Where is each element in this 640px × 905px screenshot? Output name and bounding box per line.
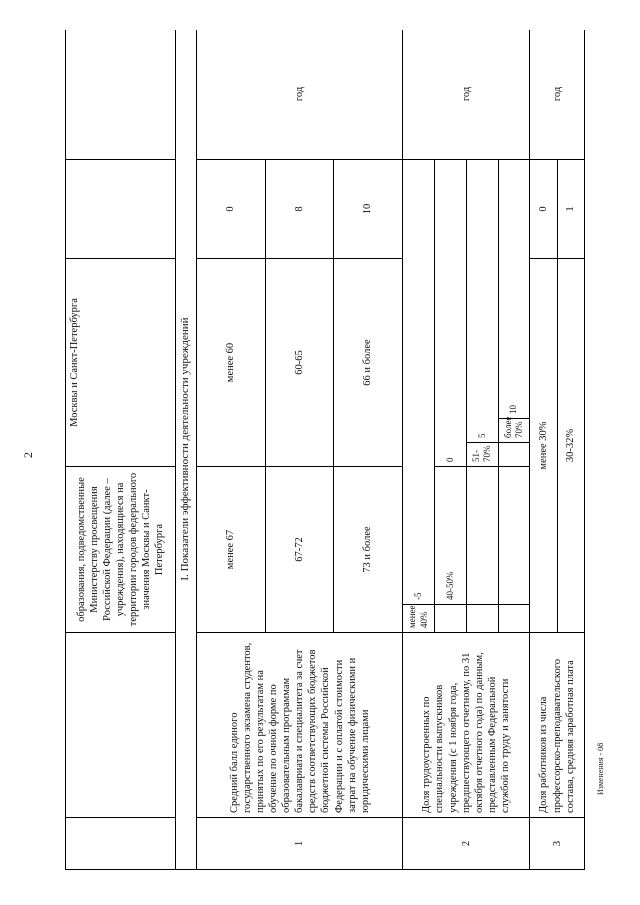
row-range: менее 30% xyxy=(530,259,557,633)
row-score: 1 xyxy=(557,160,584,259)
row-col1-value: 73 и более xyxy=(333,467,402,633)
row-col1-value: 67-72 xyxy=(265,467,333,633)
rotated-page xyxy=(65,30,585,870)
row-period: год xyxy=(530,30,585,160)
row-empty-cell xyxy=(466,605,498,633)
row-range: менее 40% xyxy=(403,605,435,633)
row-period: год xyxy=(197,30,403,160)
row-indicator: Средний балл единого государственного экзамена студентов, принятых по его результатам на обучение по очной форме по образовательным программам бакалавриата и специалитета за счет средств соответствующих бюджетов бюджетной системы Российской Федерации и с оплатой стоимости затрат на обучение физическими и юридическими лицами xyxy=(197,633,403,818)
row-score: 0 xyxy=(434,160,466,467)
header-num-cell xyxy=(66,818,176,870)
row-indicator: Доля работников из числа профессорско-преподавательского состава, средняя заработная плата xyxy=(530,633,585,818)
header-row xyxy=(66,30,176,870)
document-stage xyxy=(65,30,585,870)
row-score: 10 xyxy=(498,160,530,419)
row-empty-cell xyxy=(434,605,466,633)
row-score: -5 xyxy=(403,160,435,605)
header-col1: образования, подведомственные Министерству просвещения Российской Федерации (далее – учреждения), находящиеся на территории городов федерального значения Москвы и Санкт-Петербурга xyxy=(66,467,176,633)
row-col2-value: 60-65 xyxy=(265,259,333,467)
row-col2-value: 66 и более xyxy=(333,259,402,467)
indicators-table xyxy=(65,30,585,870)
section-row xyxy=(176,30,197,870)
header-score-cell xyxy=(66,160,176,259)
table-row xyxy=(197,30,265,870)
section-title: I. Показатели эффективности деятельности учреждений xyxy=(176,30,197,870)
row-range: 30-32% xyxy=(557,259,584,633)
row-number: 2 xyxy=(403,818,530,870)
row-range: более 70% xyxy=(498,419,530,443)
row-empty-cell xyxy=(498,443,530,467)
header-period-cell xyxy=(66,30,176,160)
header-col2: Москвы и Санкт-Петербурга xyxy=(66,259,176,467)
row-period: год xyxy=(403,30,530,160)
row-col1-value: менее 67 xyxy=(197,467,265,633)
row-score: 5 xyxy=(466,160,498,443)
row-number: 1 xyxy=(197,818,403,870)
page-number: 2 xyxy=(21,452,35,458)
table-row xyxy=(530,30,557,870)
row-empty-cell xyxy=(498,605,530,633)
footer-note: Изменения - 08 xyxy=(596,742,605,795)
row-range: 51-70% xyxy=(466,443,498,467)
row-empty-cell xyxy=(466,467,498,605)
row-range: 40-50% xyxy=(434,467,466,605)
row-number: 3 xyxy=(530,818,585,870)
row-col2-value: менее 60 xyxy=(197,259,265,467)
row-indicator: Доля трудоустроенных по специальности выпускников учреждения (с 1 ноября года, предшествующего отчетному, по 31 октября отчетного года) по данным, представленным Федеральной службой по труду и занятости xyxy=(403,633,530,818)
header-indicator-cell xyxy=(66,633,176,818)
table-row xyxy=(403,30,435,870)
row-score: 8 xyxy=(265,160,333,259)
row-score: 0 xyxy=(197,160,265,259)
row-score: 0 xyxy=(530,160,557,259)
row-score: 10 xyxy=(333,160,402,259)
row-empty-cell xyxy=(498,467,530,605)
